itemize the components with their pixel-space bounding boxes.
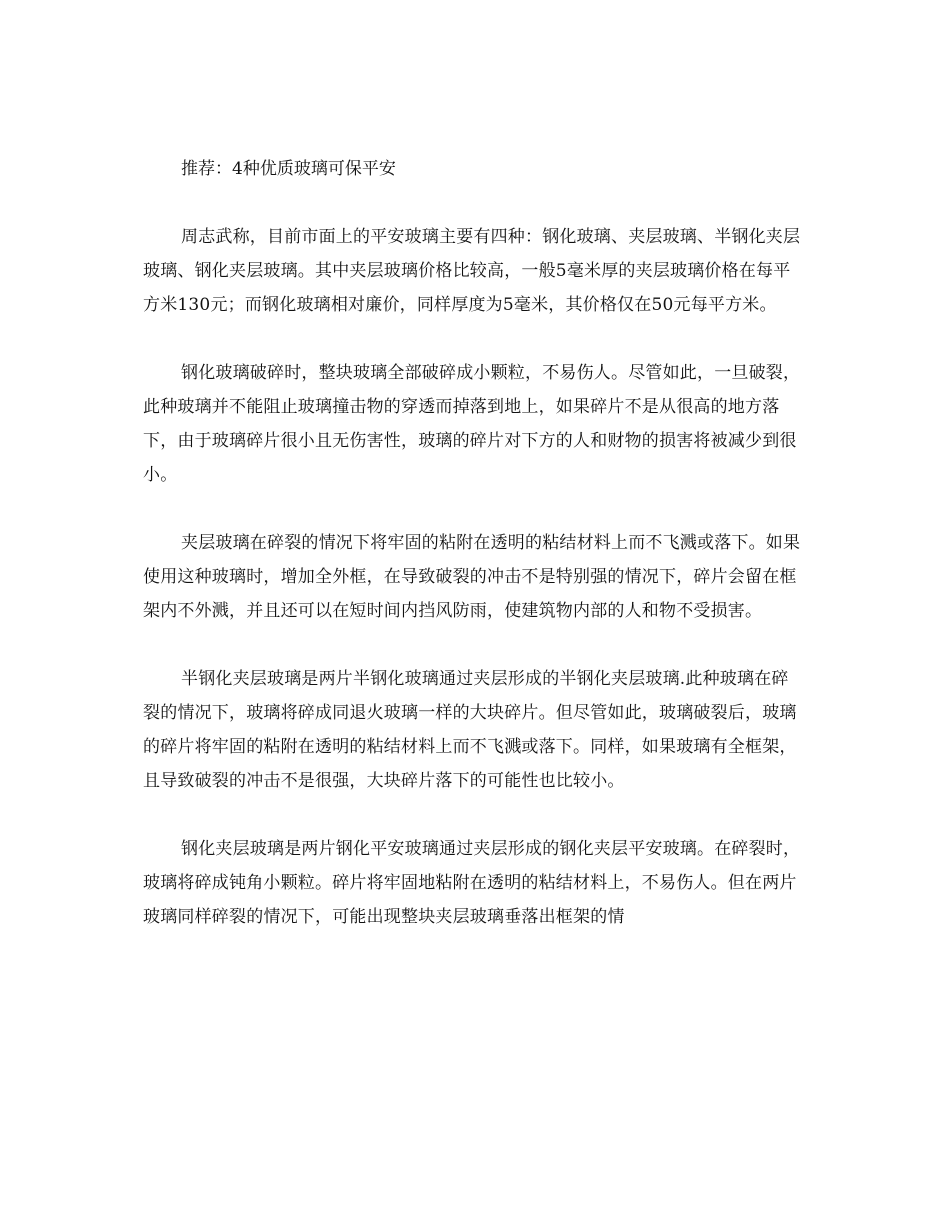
paragraph-5: 钢化夹层玻璃是两片钢化平安玻璃通过夹层形成的钢化夹层平安玻璃。在碎裂时，玻璃将碎成钝角小颗粒。碎片将牢固地粘附在透明的粘结材料上，不易伤人。但在两片玻璃同样碎裂的情况下，可能出现整块夹层玻璃垂落出框架的情 (143, 839, 801, 927)
article-title: 推荐：4种优质玻璃可保平安 (181, 159, 396, 179)
paragraph-1: 周志武称，目前市面上的平安玻璃主要有四种：钢化玻璃、夹层玻璃、半钢化夹层玻璃、钢化夹层玻璃。其中夹层玻璃价格比较高，一般5毫米厚的夹层玻璃价格在每平方米130元；而钢化玻璃相对廉价，同样厚度为5毫米，其价格仅在50元每平方米。 (143, 227, 801, 315)
paragraph-4: 半钢化夹层玻璃是两片半钢化玻璃通过夹层形成的半钢化夹层玻璃.此种玻璃在碎裂的情况下，玻璃将碎成同退火玻璃一样的大块碎片。但尽管如此，玻璃破裂后，玻璃的碎片将牢固的粘附在透明的粘结材料上而不飞溅或落下。同样，如果玻璃有全框架，且导致破裂的冲击不是很强，大块碎片落下的可能性也比较小。 (143, 669, 797, 791)
paragraph-2: 钢化玻璃破碎时，整块玻璃全部破碎成小颗粒，不易伤人。尽管如此，一旦破裂，此种玻璃并不能阻止玻璃撞击物的穿透而掉落到地上，如果碎片不是从很高的地方落下，由于玻璃碎片很小且无伤害性，玻璃的碎片对下方的人和财物的损害将被减少到很小。 (143, 363, 801, 485)
paragraph-3: 夹层玻璃在碎裂的情况下将牢固的粘附在透明的粘结材料上而不飞溅或落下。如果使用这种玻璃时，增加全外框，在导致破裂的冲击不是特别强的情况下，碎片会留在框架内不外溅，并且还可以在短时间内挡风防雨，使建筑物内部的人和物不受损害。 (143, 533, 801, 621)
document-body (143, 152, 803, 968)
